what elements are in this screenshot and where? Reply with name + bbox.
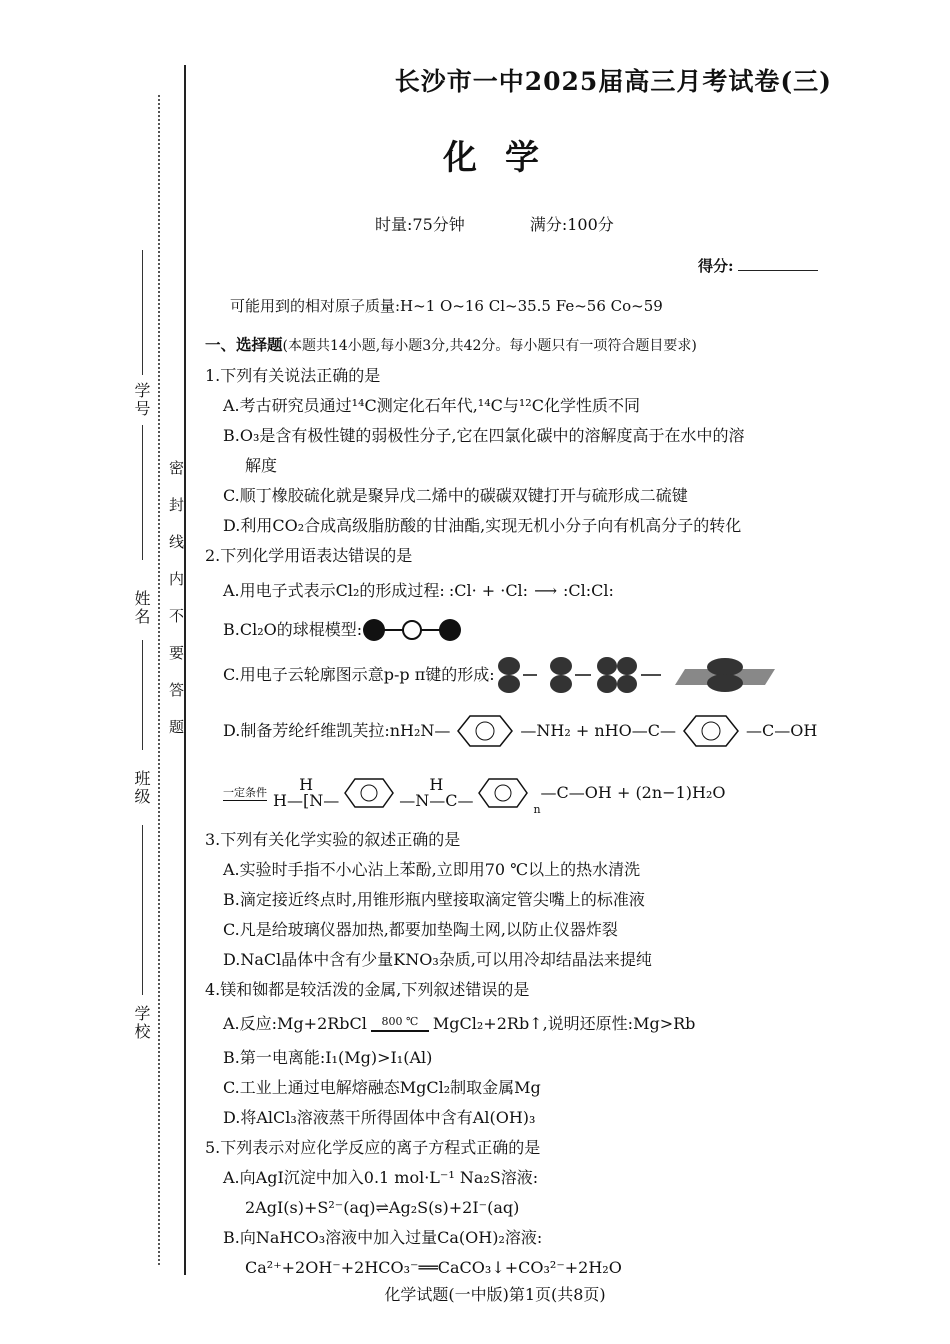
hydrogen-label: H: [299, 775, 314, 794]
seal-dotted-line: [158, 95, 160, 1265]
name-label: 姓名: [132, 590, 151, 626]
option-c: C.顺丁橡胶硫化就是聚异戊二烯中的碳碳双键打开与硫形成二硫键: [223, 486, 688, 505]
question-1: [205, 361, 845, 541]
section-heading: [205, 330, 845, 361]
question-stem: 2.下列化学用语表达错误的是: [205, 546, 413, 565]
question-stem: 1.下列有关说法正确的是: [205, 366, 381, 385]
kevlar-product-end: —C—OH + (2n−1)H₂O: [540, 783, 726, 802]
option-c: C.凡是给玻璃仪器加热,都要加垫陶土网,以防止仪器炸裂: [223, 920, 618, 939]
option-d: [205, 701, 845, 761]
option-a-left: A.反应:Mg+2RbCl: [223, 1014, 367, 1033]
class-label: 班级: [132, 770, 151, 806]
option-d: D.NaCl晶体中含有少量KNO₃杂质,可以用冷却结晶法来提纯: [223, 950, 652, 969]
option-a: [205, 571, 845, 611]
exam-meta: [375, 212, 674, 235]
option-a-right: MgCl₂+2Rb↑,说明还原性:Mg>Rb: [432, 1014, 696, 1033]
option-c: C.工业上通过电解熔融态MgCl₂制取金属Mg: [223, 1078, 541, 1097]
option-a: [205, 1005, 845, 1043]
repeat-unit-n: n: [533, 803, 541, 816]
option-a: A.考古研究员通过¹⁴C测定化石年代,¹⁴C与¹²C化学性质不同: [223, 396, 640, 415]
option-c: [205, 649, 845, 701]
question-2: [205, 541, 845, 825]
option-d: D.将AlCl₃溶液蒸干所得固体中含有Al(OH)₃: [223, 1108, 536, 1127]
question-list: [205, 330, 845, 1283]
atomic-masses: 可能用到的相对原子质量:H~1 O~16 Cl~35.5 Fe~56 Co~59: [230, 297, 663, 315]
option-b: B.第一电离能:I₁(Mg)>I₁(Al): [223, 1048, 433, 1067]
school-label: 学校: [132, 1005, 151, 1041]
exam-title: 长沙市一中2025届高三月考试卷(三): [394, 67, 832, 96]
time-limit: 时量:75分钟: [375, 215, 465, 234]
option-b: B.O₃是含有极性键的弱极性分子,它在四氯化碳中的溶解度高于在水中的溶: [223, 426, 745, 445]
benzene-ring-icon: [473, 775, 533, 811]
question-stem: 5.下列表示对应化学反应的离子方程式正确的是: [205, 1138, 541, 1157]
option-b-equation: Ca²⁺+2OH⁻+2HCO₃⁻══CaCO₃↓+CO₃²⁻+2H₂O: [245, 1258, 622, 1277]
option-b: B.滴定接近终点时,用锥形瓶内壁接取滴定管尖嘴上的标准液: [223, 890, 645, 909]
kevlar-amide-n: H H—[N—: [273, 775, 340, 810]
reaction-condition: 一定条件: [223, 785, 267, 799]
option-b: B.向NaHCO₃溶液中加入过量Ca(OH)₂溶液:: [223, 1228, 543, 1247]
score-label: 得分:: [698, 257, 734, 275]
cl2-molecule: :Cl:Cl:: [563, 581, 614, 600]
subject-title: 化学: [443, 138, 567, 178]
question-stem: 3.下列有关化学实验的叙述正确的是: [205, 830, 461, 849]
section-title: 一、选择题: [205, 335, 283, 354]
reaction-condition-arrow: [371, 1016, 429, 1032]
electron-cloud-icon: [495, 655, 785, 695]
hydrogen-label: H: [429, 775, 444, 794]
benzene-ring-icon: [450, 711, 520, 751]
ball-stick-model-icon: [362, 617, 462, 643]
option-d: D.利用CO₂合成高级脂肪酸的甘油酯,实现无机小分子向有机高分子的转化: [223, 516, 742, 535]
class-blank: [142, 825, 143, 995]
question-4: [205, 975, 845, 1133]
option-d-text: D.制备芳纶纤维凯芙拉:nH₂N—: [223, 721, 451, 740]
benzene-ring-icon: [339, 775, 399, 811]
option-a: A.向AgI沉淀中加入0.1 mol·L⁻¹ Na₂S溶液:: [223, 1168, 539, 1187]
option-a-equation: 2AgI(s)+S²⁻(aq)⇌Ag₂S(s)+2I⁻(aq): [245, 1198, 520, 1217]
student-id-blank-lower: [142, 425, 143, 560]
score-field: [698, 255, 818, 276]
full-score: 满分:100分: [529, 215, 614, 234]
option-a: A.实验时手指不小心沾上苯酚,立即用70 ℃以上的热水清洗: [223, 860, 641, 879]
reaction-temperature: 800 ℃: [381, 1015, 419, 1028]
option-d-acid-end: —C—OH: [745, 721, 818, 740]
question-5: [205, 1133, 845, 1283]
question-stem: 4.镁和铷都是较活泼的金属,下列叙述错误的是: [205, 980, 530, 999]
name-blank: [142, 640, 143, 750]
score-blank: [738, 270, 818, 271]
option-b: [205, 611, 845, 649]
student-id-blank: [142, 250, 143, 375]
benzene-ring-icon: [676, 711, 746, 751]
question-3: [205, 825, 845, 975]
seal-notice: 密封线内不要答题: [167, 460, 185, 756]
student-id-label: 学号: [132, 382, 151, 418]
section-note: (本题共14小题,每小题3分,共42分。每小题只有一项符合题目要求): [282, 338, 697, 354]
option-d-reagent: —NH₂ + nHO—C—: [520, 721, 676, 740]
kevlar-amide-n2: H —N—C—: [399, 775, 474, 810]
option-a-text: A.用电子式表示Cl₂的形成过程:: [223, 581, 445, 600]
reaction-arrow-icon: ⟶: [534, 581, 557, 600]
option-d-product: [205, 761, 845, 825]
option-b-continued: 解度: [245, 456, 278, 475]
option-b-text: B.Cl₂O的球棍模型:: [223, 620, 363, 639]
option-c-text: C.用电子云轮廓图示意p-p π键的形成:: [223, 665, 495, 684]
page-footer: 化学试题(一中版)第1页(共8页): [384, 1285, 606, 1304]
cl-atoms: :Cl· + ·Cl:: [448, 581, 529, 600]
